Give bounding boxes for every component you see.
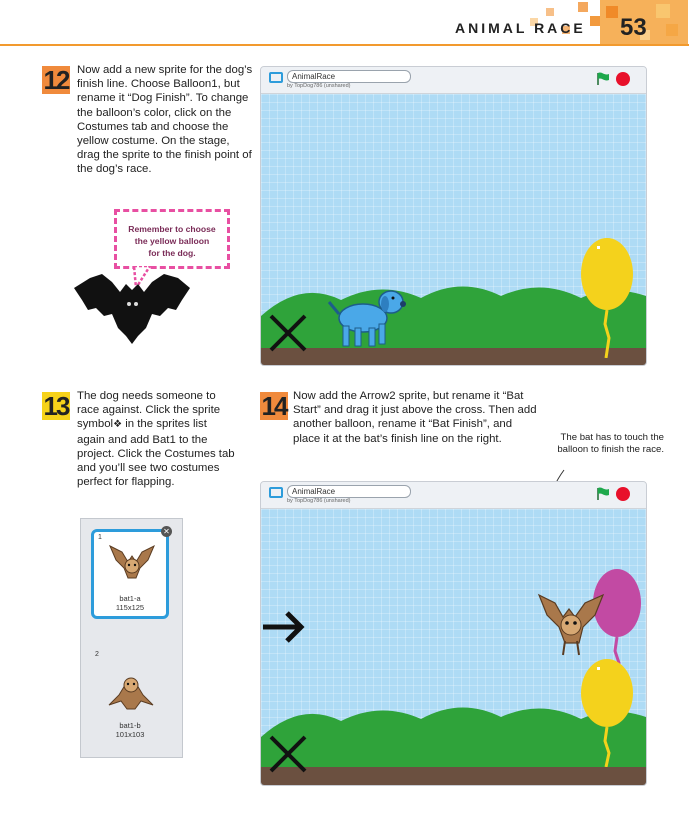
costume-size: 101x103 xyxy=(115,730,145,739)
bat-annotation: The bat has to touch the balloon to finish the race. xyxy=(557,432,664,455)
step-14-text: Now add the Arrow2 sprite, but rename it “Bat Start” and drag it just above the cross. Then add another balloon, rename it “Bat Finish”, and place it at the bat’s finish line on the right. xyxy=(293,390,537,445)
bat-sprite-icon xyxy=(535,581,607,667)
bat-costume-b-icon xyxy=(105,665,157,715)
stage-window-1 xyxy=(260,66,647,366)
stage-toolbar xyxy=(261,482,646,509)
costume-name: bat1-b xyxy=(119,721,141,730)
costume-size: 115x125 xyxy=(115,603,145,612)
delete-costume-icon[interactable]: ✕ xyxy=(161,526,172,537)
bat-silhouette-icon xyxy=(72,270,192,352)
green-flag-icon[interactable] xyxy=(596,487,610,501)
stop-icon[interactable] xyxy=(616,72,630,86)
stop-icon[interactable] xyxy=(616,487,630,501)
sprite-symbol-icon: ❖ xyxy=(113,419,123,431)
fullscreen-icon[interactable] xyxy=(269,72,283,83)
step-14-number: 14 xyxy=(261,391,287,421)
step-12-number: 12 xyxy=(43,65,69,95)
yellow-balloon-icon xyxy=(579,234,639,358)
step-13-text-b: in the sprites list again and add Bat1 to the project. Click the Costumes tab and you’ll see two costumes perfect for flapping. xyxy=(77,418,235,489)
header-rule xyxy=(0,44,689,46)
step-13-number: 13 xyxy=(43,391,69,421)
tip-bubble xyxy=(114,209,230,269)
step-13-text xyxy=(77,389,237,489)
costume-name: bat1-a xyxy=(119,594,141,603)
stage-scene xyxy=(261,509,646,785)
tip-line-1: Remember to choose xyxy=(128,224,216,234)
page-number: 53 xyxy=(620,14,647,41)
project-title-field[interactable]: AnimalRace xyxy=(287,485,411,498)
stage-scene xyxy=(261,94,646,365)
costume-index: 2 xyxy=(95,651,99,658)
yellow-balloon-icon xyxy=(579,657,639,767)
step-12-text: Now add a new sprite for the dog’s finish line. Choose Balloon1, but rename it “Dog Finish”. To change the balloon’s color, click on the Costumes tab and choose the yellow costume. On the stage, drag the sprite to the finish point of the dog’s race. xyxy=(77,64,253,176)
stage-toolbar xyxy=(261,67,646,94)
bat-costume-a-icon xyxy=(108,538,156,586)
step-13-text-a: The dog needs someone to race against. Click the sprite symbol xyxy=(77,390,221,431)
costume-list xyxy=(80,518,183,758)
costume-item-2[interactable] xyxy=(91,649,169,747)
tip-line-2: the yellow balloon xyxy=(134,236,210,246)
project-title-field[interactable]: AnimalRace xyxy=(287,70,411,83)
tip-line-3: for the dog. xyxy=(148,248,196,258)
dog-sprite-icon xyxy=(327,288,407,350)
project-byline: by TopDog786 (unshared) xyxy=(287,498,351,504)
stage-window-2 xyxy=(260,481,647,786)
project-byline: by TopDog786 (unshared) xyxy=(287,83,351,89)
costume-item-1[interactable] xyxy=(91,529,169,619)
chapter-title: ANIMAL RACE xyxy=(455,20,586,36)
green-flag-icon[interactable] xyxy=(596,72,610,86)
costume-index: 1 xyxy=(98,534,102,541)
fullscreen-icon[interactable] xyxy=(269,487,283,498)
